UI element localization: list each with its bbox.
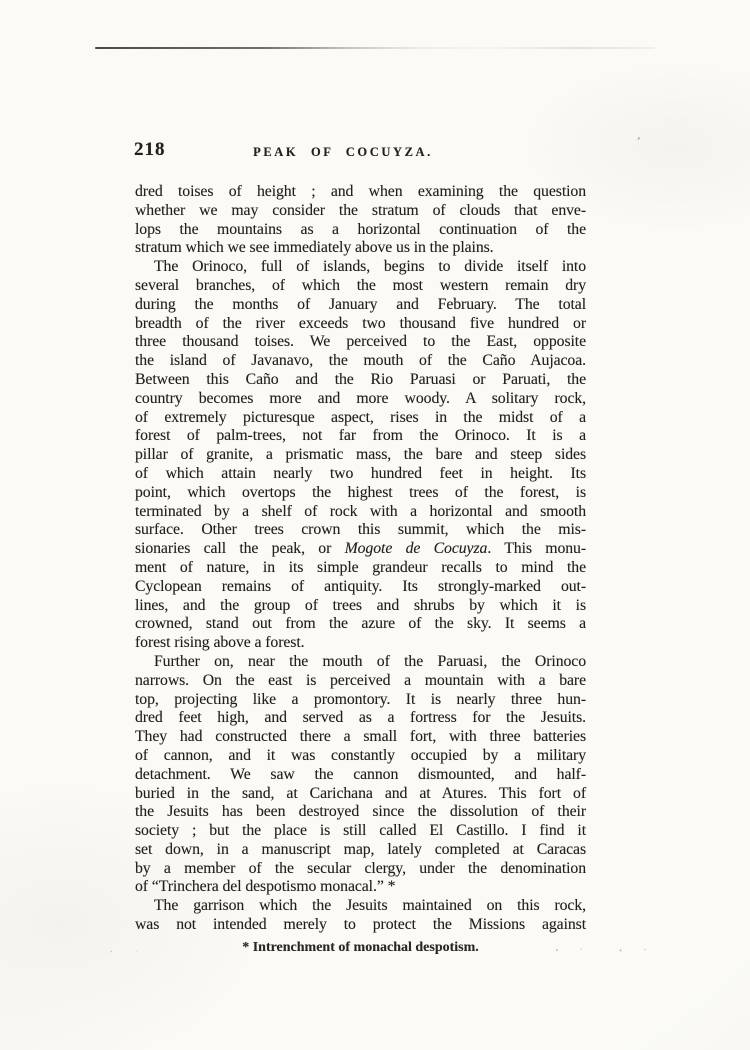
top-rule-line (95, 47, 655, 49)
text-line: top, projecting like a promontory. It is nearly three hun- (135, 690, 586, 708)
text-line: three thousand toises. We perceived to the East, opposite (135, 333, 586, 351)
text-line: forest of palm-trees, not far from the Orinoco. It is a (135, 427, 586, 445)
text-line: was not intended merely to protect the Missions against (135, 916, 586, 934)
running-header: PEAK OF COCUYZA. (253, 145, 433, 159)
text-line: dred feet high, and served as a fortress for the Jesuits. (135, 709, 586, 727)
text-line: dred toises of height ; and when examining the question (135, 183, 586, 200)
text-line: ment of nature, in its simple grandeur recalls to mind the (135, 558, 586, 576)
text-line: set down, in a manuscript map, lately completed at Caracas (135, 840, 586, 858)
text-line: detachment. We saw the cannon dismounted, and half- (135, 765, 586, 783)
paragraph (135, 183, 586, 258)
text-line: by a member of the secular clergy, under the denomination (135, 859, 586, 877)
text-line: lines, and the group of trees and shrubs by which it is (135, 596, 586, 614)
text-line: country becomes more and more woody. A solitary rock, (135, 389, 586, 407)
text-line: of which attain nearly two hundred feet in height. Its (135, 464, 586, 482)
footnote: * Intrenchment of monachal despotism. (242, 940, 479, 955)
text-line: the island of Javanavo, the mouth of the Caño Aujacoa. (135, 352, 586, 370)
text-line: breadth of the river exceeds two thousand five hundred or (135, 314, 586, 332)
text-line: Between this Caño and the Rio Paruasi or Paruati, the (135, 370, 586, 388)
text-line: society ; but the place is still called El Castillo. I find it (135, 822, 586, 840)
scan-artifact-tick: ’ (634, 133, 642, 149)
text-line: of extremely picturesque aspect, rises in the midst of a (135, 408, 586, 426)
text-line: pillar of granite, a prismatic mass, the bare and steep sides (135, 446, 586, 464)
paragraph (135, 653, 586, 897)
text-line: They had constructed there a small fort, with three batteries (135, 728, 586, 746)
page-number: 218 (134, 139, 166, 160)
text-line: during the months of January and February. The total (135, 295, 586, 313)
text-line: Cyclopean remains of antiquity. Its strongly-marked out- (135, 577, 586, 595)
text-line: the Jesuits has been destroyed since the dissolution of their (135, 803, 586, 821)
text-line: The garrison which the Jesuits maintained on this rock, (154, 897, 586, 915)
text-line: stratum which we see immediately above us in the plains. (135, 239, 494, 257)
paragraph (135, 897, 586, 935)
text-line: narrows. On the east is perceived a mountain with a bare (135, 671, 586, 689)
text-line: buried in the sand, at Carichana and at Atures. This fort of (135, 784, 586, 802)
text-line: forest rising above a forest. (135, 634, 305, 652)
text-line: lops the mountains as a horizontal continuation of the (135, 220, 586, 238)
text-line: whether we may consider the stratum of clouds that enve- (135, 201, 586, 219)
text-line: surface. Other trees crown this summit, which the mis- (135, 521, 586, 539)
text-line: crowned, stand out from the azure of the sky. It seems a (135, 615, 586, 633)
text-line: of “Trinchera del despotismo monacal.” * (135, 878, 396, 896)
text-line: sionaries call the peak, or Mogote de Cocuyza. This monu- (135, 540, 586, 558)
paragraph (135, 258, 586, 653)
text-line: terminated by a shelf of rock with a horizontal and smooth (135, 502, 586, 520)
text-line: The Orinoco, full of islands, begins to divide itself into (154, 258, 586, 276)
text-line: point, which overtops the highest trees of the forest, is (135, 483, 586, 501)
text-line: of cannon, and it was constantly occupied by a military (135, 746, 586, 764)
text-line: Further on, near the mouth of the Paruasi, the Orinoco (154, 652, 586, 670)
body-text (135, 183, 586, 935)
text-line: several branches, of which the most western remain dry (135, 276, 586, 294)
